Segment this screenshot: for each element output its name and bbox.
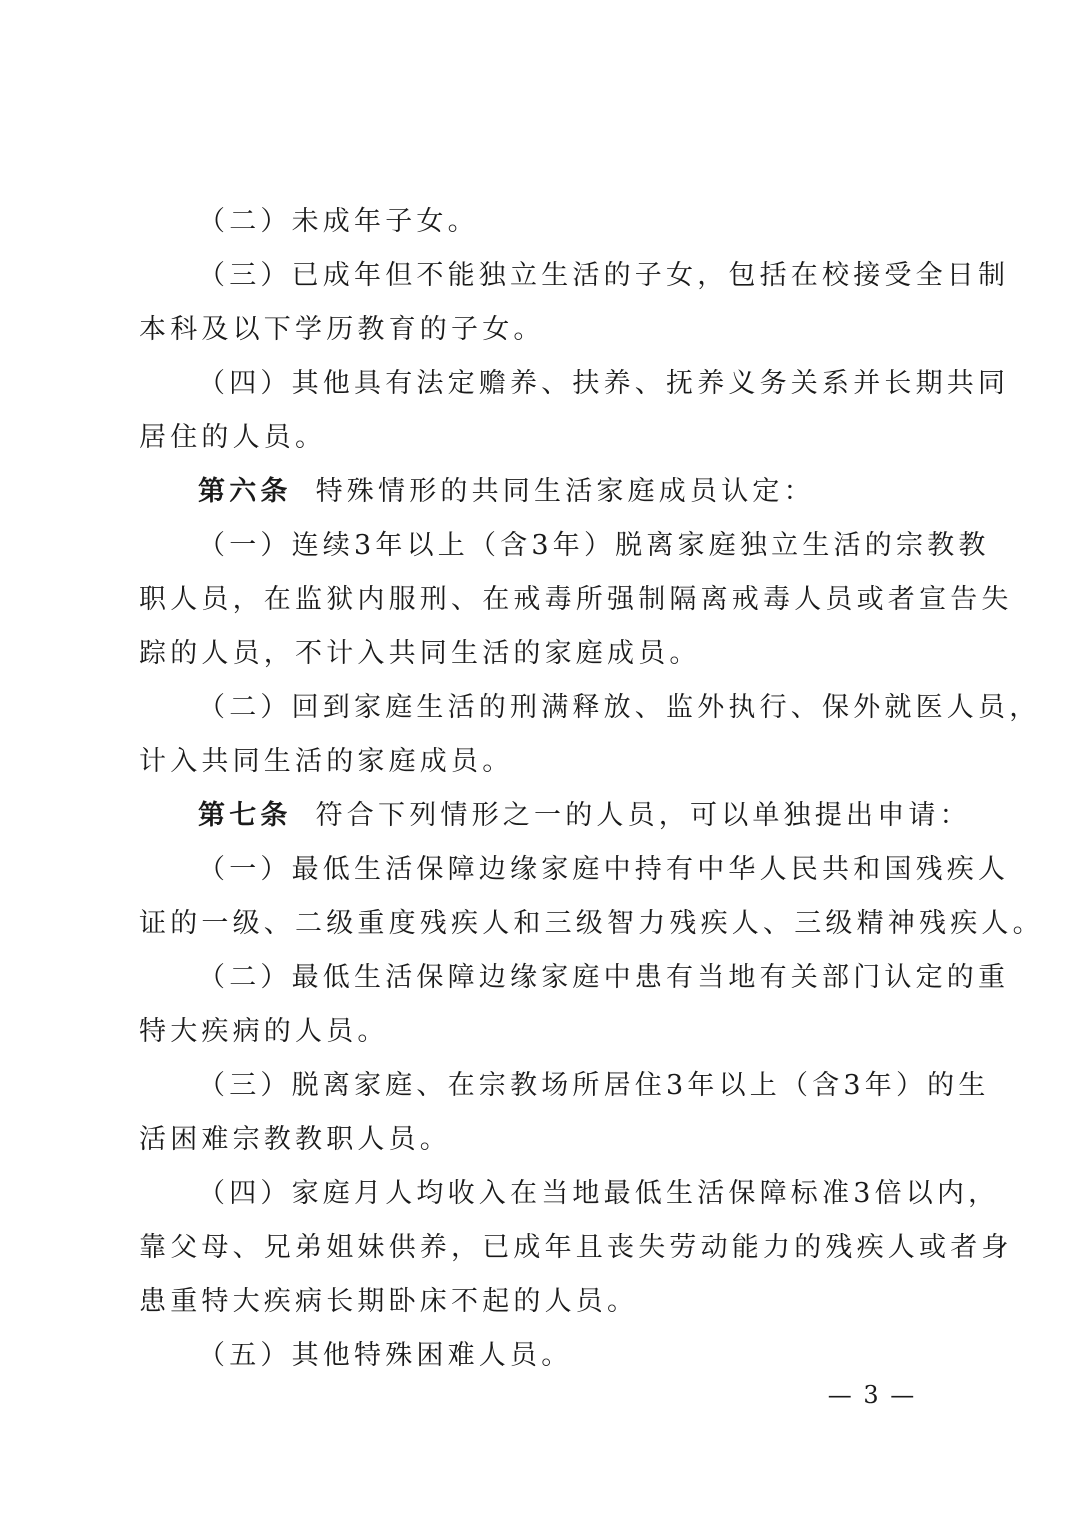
text-line: 靠父母、兄弟姐妹供养，已成年且丧失劳动能力的残疾人或者身 bbox=[139, 1232, 1013, 1263]
article-seven-heading: 第七条 bbox=[198, 800, 292, 831]
text-line: （四）家庭月人均收入在当地最低生活保障标准3倍以内， bbox=[198, 1178, 1000, 1209]
text-line: 职人员，在监狱内服刑、在戒毒所强制隔离戒毒人员或者宣告失 bbox=[139, 584, 1013, 615]
article-seven-text: 符合下列情形之一的人员，可以单独提出申请： bbox=[315, 800, 971, 831]
text-line: （一）最低生活保障边缘家庭中持有中华人民共和国残疾人 bbox=[198, 854, 1010, 885]
article-six-heading: 第六条 bbox=[198, 476, 292, 507]
text-line: 本科及以下学历教育的子女。 bbox=[139, 314, 545, 345]
article-six-line bbox=[198, 474, 940, 510]
text-line: 患重特大疾病长期卧床不起的人员。 bbox=[139, 1286, 639, 1317]
text-line: 计入共同生活的家庭成员。 bbox=[139, 746, 514, 777]
text-line: 特大疾病的人员。 bbox=[139, 1016, 389, 1047]
text-line: （三）脱离家庭、在宗教场所居住3年以上（含3年）的生 bbox=[198, 1070, 990, 1101]
text-line: 证的一级、二级重度残疾人和三级智力残疾人、三级精神残疾人。 bbox=[139, 908, 1044, 939]
text-line: 居住的人员。 bbox=[139, 422, 327, 453]
text-line: 踪的人员，不计入共同生活的家庭成员。 bbox=[139, 638, 701, 669]
text-line: （一）连续3年以上（含3年）脱离家庭独立生活的宗教教 bbox=[198, 530, 990, 561]
text-line: （五）其他特殊困难人员。 bbox=[198, 1340, 573, 1371]
article-seven-line bbox=[198, 798, 971, 834]
text-line: （二）最低生活保障边缘家庭中患有当地有关部门认定的重 bbox=[198, 962, 1010, 993]
text-line: （二）回到家庭生活的刑满释放、监外执行、保外就医人员， bbox=[198, 692, 1041, 723]
text-line: （二）未成年子女。 bbox=[198, 206, 479, 237]
page-number: — 3 — bbox=[827, 1381, 917, 1409]
text-line: 活困难宗教教职人员。 bbox=[139, 1124, 451, 1155]
article-six-text: 特殊情形的共同生活家庭成员认定： bbox=[315, 476, 815, 507]
text-line: （三）已成年但不能独立生活的子女，包括在校接受全日制 bbox=[198, 260, 1010, 291]
text-line: （四）其他具有法定赡养、扶养、抚养义务关系并长期共同 bbox=[198, 368, 1010, 399]
